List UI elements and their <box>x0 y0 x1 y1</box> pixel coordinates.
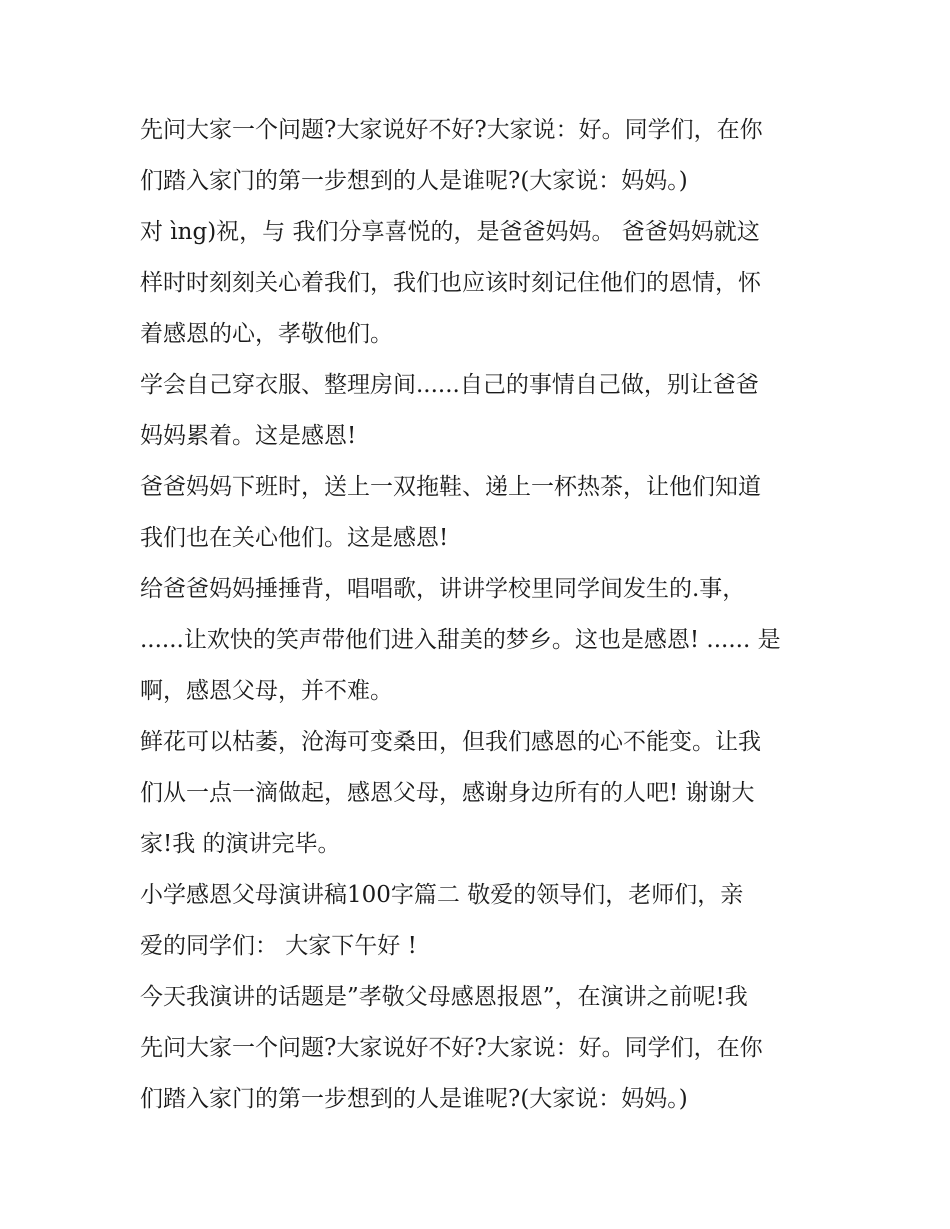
text-line: 给爸爸妈妈捶捶背，唱唱歌，讲讲学校里同学间发生的.事， <box>140 576 746 602</box>
text-line: 样时时刻刻关心着我们，我们也应该时刻记住他们的恩情，怀 <box>140 270 761 296</box>
text-line: 家!我 的演讲完毕。 <box>140 831 341 857</box>
text-line: 先问大家一个问题?大家说好不好?大家说：好。同学们，在你 <box>140 117 763 143</box>
text-line: 着感恩的心，孝敬他们。 <box>140 321 393 347</box>
text-line: 小学感恩父母演讲稿100字篇二 敬爱的领导们，老师们，亲 <box>140 882 744 908</box>
document-body <box>140 105 820 1125</box>
text-line: 啊，感恩父母，并不难。 <box>140 678 393 704</box>
text-line: 对 ìng)祝，与 我们分享喜悦的，是爸爸妈妈。 爸爸妈妈就这 <box>140 219 760 245</box>
text-line: 我们也在关心他们。这是感恩! <box>140 525 449 551</box>
text-line: 们从一点一滴做起，感恩父母，感谢身边所有的人吧! 谢谢大 <box>140 780 755 806</box>
text-line: 们踏入家门的第一步想到的人是谁呢?(大家说：妈妈。) <box>140 1086 688 1112</box>
text-line: 先问大家一个问题?大家说好不好?大家说：好。同学们，在你 <box>140 1035 763 1061</box>
text-line: 学会自己穿衣服、整理房间......自己的事情自己做，别让爸爸 <box>140 372 759 398</box>
text-line: 们踏入家门的第一步想到的人是谁呢?(大家说：妈妈。) <box>140 168 688 194</box>
text-line: 今天我演讲的话题是”孝敬父母感恩报恩”，在演讲之前呢!我 <box>140 984 748 1010</box>
text-line: 鲜花可以枯萎，沧海可变桑田，但我们感恩的心不能变。让我 <box>140 729 761 755</box>
text-line: 爸爸妈妈下班时，送上一双拖鞋、递上一杯热茶，让他们知道 <box>140 474 761 500</box>
text-line: 爱的同学们： 大家下午好 ! <box>140 933 417 959</box>
text-line: ......让欢快的笑声带他们进入甜美的梦乡。这也是感恩! ...... 是 <box>140 627 781 653</box>
text-line: 妈妈累着。这是感恩! <box>140 423 357 449</box>
